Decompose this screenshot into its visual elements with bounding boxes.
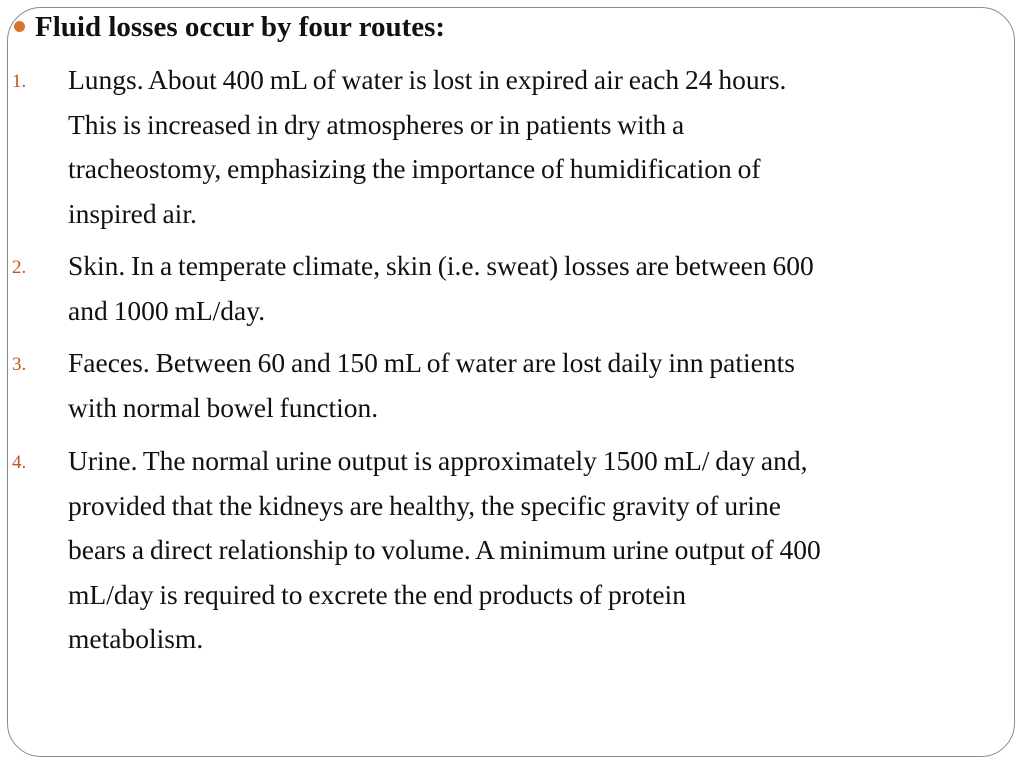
- item-number: 2.: [12, 257, 27, 278]
- item-line: Faeces. Between 60 and 150 mL of water are lost daily inn patients: [68, 347, 795, 378]
- item-number: 1.: [12, 71, 27, 92]
- item-line: and 1000 mL/day.: [68, 294, 266, 326]
- item-text: [68, 58, 1008, 236]
- slide-heading: [14, 8, 445, 46]
- item-line: bears a direct relationship to volume. A minimum urine output of 400: [68, 534, 821, 565]
- item-number: 3.: [12, 354, 27, 375]
- item-line: Lungs. About 400 mL of water is lost in expired air each 24 hours.: [68, 64, 787, 95]
- item-number: 4.: [12, 452, 27, 473]
- item-text: [68, 439, 1008, 662]
- item-line: mL/day is required to excrete the end products of protein: [68, 578, 686, 610]
- item-line: tracheostomy, emphasizing the importance of humidification of: [68, 153, 761, 184]
- item-line: provided that the kidneys are healthy, the specific gravity of urine: [68, 489, 781, 521]
- item-text: [68, 244, 1008, 333]
- item-line: inspired air.: [68, 197, 197, 229]
- item-text: [68, 341, 1008, 430]
- bullet-dot-icon: [14, 21, 25, 32]
- heading-text: Fluid losses occur by four routes:: [35, 11, 446, 43]
- item-line: This is increased in dry atmospheres or in patients with a: [68, 108, 685, 140]
- item-line: Skin. In a temperate climate, skin (i.e. sweat) losses are between 600: [68, 250, 814, 281]
- item-line: Urine. The normal urine output is approximately 1500 mL/ day and,: [68, 445, 808, 476]
- item-line: metabolism.: [68, 623, 204, 654]
- item-line: with normal bowel function.: [68, 391, 379, 423]
